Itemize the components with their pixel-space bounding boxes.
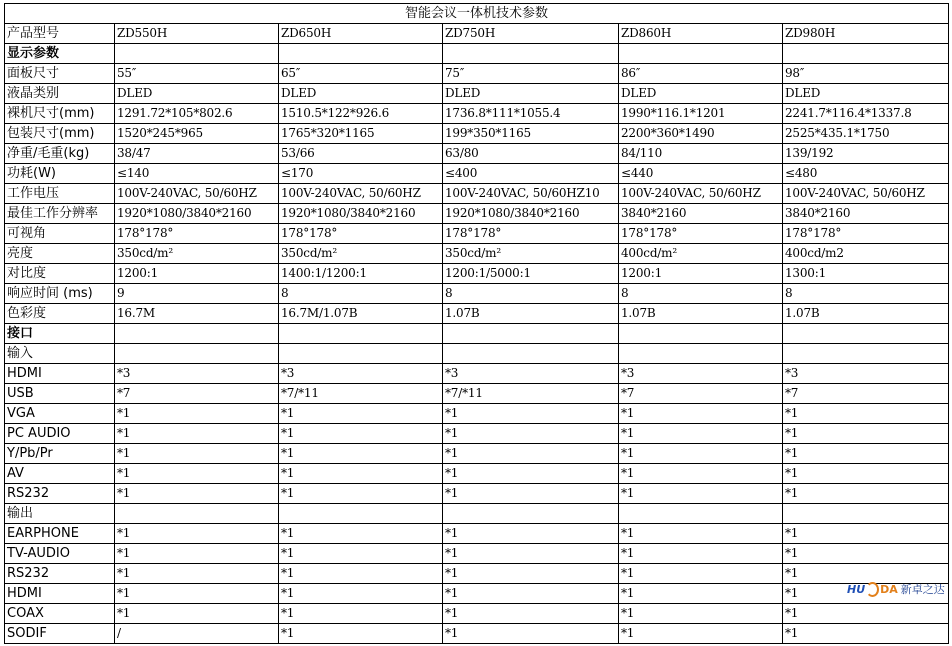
input-row	[5, 364, 949, 384]
input-row	[5, 384, 949, 404]
value-cell: DLED	[279, 84, 443, 104]
row-label: 最佳工作分辨率	[5, 204, 115, 224]
empty-cell	[619, 44, 783, 64]
value-cell: *1	[279, 464, 443, 484]
value-cell: 75″	[443, 64, 619, 84]
row-label: 净重/毛重(kg)	[5, 144, 115, 164]
value-cell: ≤480	[783, 164, 949, 184]
row-label: 液晶类别	[5, 84, 115, 104]
empty-cell	[279, 44, 443, 64]
value-cell: *3	[279, 364, 443, 384]
value-cell: 139/192	[783, 144, 949, 164]
value-cell: *1	[279, 624, 443, 644]
title-row	[5, 4, 949, 24]
empty-cell	[279, 504, 443, 524]
value-cell: 1990*116.1*1201	[619, 104, 783, 124]
output-row	[5, 564, 949, 584]
value-cell: *1	[783, 544, 949, 564]
row-label: SODIF	[5, 624, 115, 644]
value-cell: *1	[279, 604, 443, 624]
input-row	[5, 464, 949, 484]
value-cell: 100V-240VAC, 50/60HZ	[619, 184, 783, 204]
value-cell: 86″	[619, 64, 783, 84]
value-cell: *1	[279, 524, 443, 544]
value-cell: *1	[619, 424, 783, 444]
value-cell: 199*350*1165	[443, 124, 619, 144]
empty-cell	[115, 344, 279, 364]
empty-cell	[783, 44, 949, 64]
value-cell: 1765*320*1165	[279, 124, 443, 144]
row-label: 亮度	[5, 244, 115, 264]
value-cell: *1	[279, 484, 443, 504]
value-cell: 8	[619, 284, 783, 304]
value-cell: 53/66	[279, 144, 443, 164]
value-cell: 2241.7*116.4*1337.8	[783, 104, 949, 124]
value-cell: 1300:1	[783, 264, 949, 284]
value-cell: *1	[115, 424, 279, 444]
row-label: HDMI	[5, 364, 115, 384]
value-cell: ≤140	[115, 164, 279, 184]
value-cell: *3	[443, 364, 619, 384]
value-cell: 65″	[279, 64, 443, 84]
brand-name: 新卓之达	[900, 583, 945, 596]
value-cell: 1400:1/1200:1	[279, 264, 443, 284]
row-label: USB	[5, 384, 115, 404]
value-cell: 9	[115, 284, 279, 304]
empty-cell	[443, 504, 619, 524]
value-cell: *1	[783, 484, 949, 504]
value-cell: *1	[619, 464, 783, 484]
value-cell: *1	[115, 404, 279, 424]
value-cell: 1510.5*122*926.6	[279, 104, 443, 124]
value-cell: 3840*2160	[619, 204, 783, 224]
brand-watermark	[847, 578, 947, 600]
output-row	[5, 524, 949, 544]
value-cell: 38/47	[115, 144, 279, 164]
value-cell: 55″	[115, 64, 279, 84]
row-label: RS232	[5, 484, 115, 504]
value-cell: 1736.8*111*1055.4	[443, 104, 619, 124]
spec-row	[5, 164, 949, 184]
value-cell: 178°178°	[115, 224, 279, 244]
value-cell: 178°178°	[443, 224, 619, 244]
output-row	[5, 604, 949, 624]
value-cell: 1200:1	[115, 264, 279, 284]
input-row	[5, 484, 949, 504]
row-label: 可视角	[5, 224, 115, 244]
row-label: 对比度	[5, 264, 115, 284]
spec-row	[5, 264, 949, 284]
section-output-label: 输出	[5, 504, 115, 524]
value-cell: 1520*245*965	[115, 124, 279, 144]
table-title: 智能会议一体机技术参数	[5, 4, 949, 24]
value-cell: *1	[783, 464, 949, 484]
value-cell: 8	[443, 284, 619, 304]
row-label: TV-AUDIO	[5, 544, 115, 564]
value-cell: 1920*1080/3840*2160	[279, 204, 443, 224]
spec-row	[5, 304, 949, 324]
value-cell: *1	[443, 444, 619, 464]
spec-row	[5, 124, 949, 144]
value-cell: *1	[619, 444, 783, 464]
model-header-cell: ZD980H	[783, 24, 949, 44]
spec-row	[5, 64, 949, 84]
spec-table-body	[5, 4, 949, 644]
section-interface-label: 接口	[5, 324, 115, 344]
value-cell: 350cd/m²	[115, 244, 279, 264]
value-cell: 63/80	[443, 144, 619, 164]
value-cell: *1	[619, 564, 783, 584]
value-cell: 100V-240VAC, 50/60HZ	[279, 184, 443, 204]
section-interface-row	[5, 324, 949, 344]
value-cell: *1	[443, 604, 619, 624]
empty-cell	[619, 324, 783, 344]
value-cell: *1	[619, 584, 783, 604]
value-cell: 350cd/m²	[279, 244, 443, 264]
section-display-label: 显示参数	[5, 44, 115, 64]
value-cell: *1	[443, 624, 619, 644]
value-cell: *1	[279, 424, 443, 444]
row-label: 面板尺寸	[5, 64, 115, 84]
empty-cell	[443, 44, 619, 64]
row-label: RS232	[5, 564, 115, 584]
value-cell: *1	[443, 424, 619, 444]
value-cell: *1	[783, 584, 949, 604]
value-cell: *1	[115, 584, 279, 604]
value-cell: 1200:1	[619, 264, 783, 284]
value-cell: *1	[443, 544, 619, 564]
value-cell: *1	[115, 544, 279, 564]
value-cell: 1200:1/5000:1	[443, 264, 619, 284]
value-cell: ≤400	[443, 164, 619, 184]
value-cell: *1	[279, 584, 443, 604]
input-row	[5, 444, 949, 464]
value-cell: *7	[115, 384, 279, 404]
empty-cell	[783, 504, 949, 524]
row-label: 包装尺寸(mm)	[5, 124, 115, 144]
value-cell: *7	[783, 384, 949, 404]
model-header-label: 产品型号	[5, 24, 115, 44]
input-row	[5, 424, 949, 444]
empty-cell	[115, 44, 279, 64]
value-cell: *1	[783, 444, 949, 464]
output-row	[5, 584, 949, 604]
value-cell: *1	[783, 604, 949, 624]
value-cell: 1.07B	[619, 304, 783, 324]
value-cell: *7	[619, 384, 783, 404]
row-label: AV	[5, 464, 115, 484]
value-cell: 100V-240VAC, 50/60HZ	[115, 184, 279, 204]
value-cell: *1	[443, 484, 619, 504]
model-header-cell: ZD550H	[115, 24, 279, 44]
value-cell: 1.07B	[783, 304, 949, 324]
value-cell: *1	[279, 544, 443, 564]
value-cell: *1	[115, 484, 279, 504]
value-cell: ≤440	[619, 164, 783, 184]
value-cell: *1	[783, 424, 949, 444]
spec-row	[5, 104, 949, 124]
value-cell: *7/*11	[443, 384, 619, 404]
value-cell: *1	[783, 564, 949, 584]
value-cell: *1	[619, 544, 783, 564]
value-cell: *1	[115, 444, 279, 464]
row-label: PC AUDIO	[5, 424, 115, 444]
row-label: Y/Pb/Pr	[5, 444, 115, 464]
input-row	[5, 404, 949, 424]
empty-cell	[443, 324, 619, 344]
value-cell: *3	[783, 364, 949, 384]
empty-cell	[279, 344, 443, 364]
value-cell: 16.7M	[115, 304, 279, 324]
model-header-cell: ZD750H	[443, 24, 619, 44]
value-cell: 100V-240VAC, 50/60HZ10	[443, 184, 619, 204]
model-header-cell: ZD650H	[279, 24, 443, 44]
row-label: VGA	[5, 404, 115, 424]
value-cell: *1	[443, 464, 619, 484]
value-cell: 100V-240VAC, 50/60HZ	[783, 184, 949, 204]
brand-mark-left: HU	[847, 582, 866, 596]
row-label: 工作电压	[5, 184, 115, 204]
value-cell: *1	[115, 464, 279, 484]
value-cell: *1	[619, 604, 783, 624]
value-cell: 8	[783, 284, 949, 304]
row-label: COAX	[5, 604, 115, 624]
value-cell: *1	[279, 444, 443, 464]
value-cell: 1291.72*105*802.6	[115, 104, 279, 124]
row-label: 色彩度	[5, 304, 115, 324]
value-cell: 400cd/m²	[619, 244, 783, 264]
section-input-label: 输入	[5, 344, 115, 364]
row-label: 响应时间 (ms)	[5, 284, 115, 304]
value-cell: *1	[443, 404, 619, 424]
section-display-row	[5, 44, 949, 64]
empty-cell	[115, 324, 279, 344]
value-cell: 178°178°	[279, 224, 443, 244]
value-cell: 8	[279, 284, 443, 304]
output-row	[5, 624, 949, 644]
value-cell: 400cd/m2	[783, 244, 949, 264]
brand-mark-right: DA	[880, 582, 898, 596]
empty-cell	[619, 504, 783, 524]
value-cell: *1	[619, 484, 783, 504]
brand-ring-icon	[866, 582, 879, 597]
value-cell: *1	[443, 524, 619, 544]
value-cell: DLED	[115, 84, 279, 104]
empty-cell	[279, 324, 443, 344]
model-header-cell: ZD860H	[619, 24, 783, 44]
value-cell: ≤170	[279, 164, 443, 184]
value-cell: *1	[279, 564, 443, 584]
output-row	[5, 544, 949, 564]
spec-table	[4, 3, 949, 644]
value-cell: 16.7M/1.07B	[279, 304, 443, 324]
value-cell: 3840*2160	[783, 204, 949, 224]
value-cell: *1	[443, 564, 619, 584]
row-label: 功耗(W)	[5, 164, 115, 184]
value-cell: /	[115, 624, 279, 644]
row-label: HDMI	[5, 584, 115, 604]
value-cell: 178°178°	[783, 224, 949, 244]
empty-cell	[619, 344, 783, 364]
row-label: 裸机尺寸(mm)	[5, 104, 115, 124]
value-cell: 2525*435.1*1750	[783, 124, 949, 144]
value-cell: 1920*1080/3840*2160	[115, 204, 279, 224]
value-cell: *3	[115, 364, 279, 384]
value-cell: 2200*360*1490	[619, 124, 783, 144]
value-cell: *1	[115, 564, 279, 584]
spec-row	[5, 224, 949, 244]
value-cell: 1.07B	[443, 304, 619, 324]
value-cell: *1	[783, 524, 949, 544]
value-cell: *7/*11	[279, 384, 443, 404]
value-cell: 178°178°	[619, 224, 783, 244]
value-cell: *1	[443, 584, 619, 604]
spec-row	[5, 204, 949, 224]
value-cell: *1	[619, 524, 783, 544]
value-cell: *1	[115, 524, 279, 544]
spec-row	[5, 84, 949, 104]
section-input-row	[5, 344, 949, 364]
value-cell: *1	[783, 624, 949, 644]
value-cell: 98″	[783, 64, 949, 84]
value-cell: *1	[783, 404, 949, 424]
value-cell: DLED	[443, 84, 619, 104]
value-cell: *1	[619, 404, 783, 424]
section-output-row	[5, 504, 949, 524]
model-header-row	[5, 24, 949, 44]
value-cell: *1	[279, 404, 443, 424]
spec-row	[5, 144, 949, 164]
value-cell: 84/110	[619, 144, 783, 164]
empty-cell	[783, 324, 949, 344]
spec-row	[5, 184, 949, 204]
spec-row	[5, 244, 949, 264]
value-cell: 350cd/m²	[443, 244, 619, 264]
spec-row	[5, 284, 949, 304]
value-cell: *1	[115, 604, 279, 624]
empty-cell	[115, 504, 279, 524]
value-cell: DLED	[783, 84, 949, 104]
value-cell: *3	[619, 364, 783, 384]
empty-cell	[783, 344, 949, 364]
value-cell: 1920*1080/3840*2160	[443, 204, 619, 224]
row-label: EARPHONE	[5, 524, 115, 544]
value-cell: *1	[619, 624, 783, 644]
empty-cell	[443, 344, 619, 364]
value-cell: DLED	[619, 84, 783, 104]
